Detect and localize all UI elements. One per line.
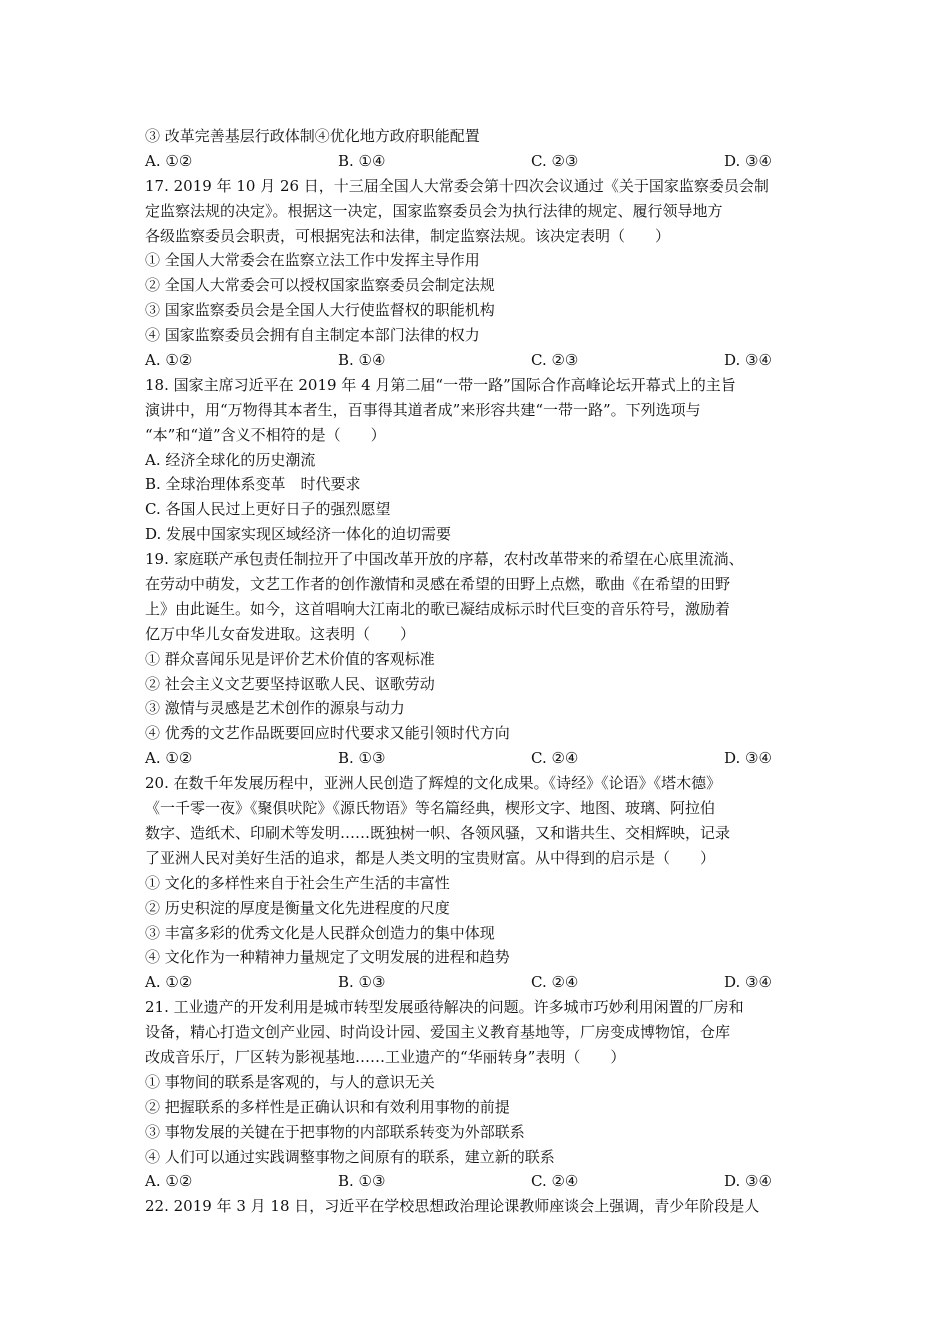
- choice-c: C. ②④: [531, 973, 579, 992]
- question-stem-line: 各级监察委员会职责，可根据宪法和法律，制定监察法规。该决定表明（ ）: [145, 226, 671, 245]
- answer-choices: [145, 1169, 815, 1194]
- statement-option: ④ 优秀的文艺作品既要回应时代要求又能引领时代方向: [145, 724, 510, 743]
- question-stem-line: 19. 家庭联产承包责任制拉开了中国改革开放的序幕，农村改革带来的希望在心底里流淌、: [145, 550, 744, 569]
- answer-choices: [145, 746, 815, 771]
- question-stem-line: 演讲中，用“万物得其本者生，百事得其道者成”来形容共建“一带一路”。下列选项与: [145, 400, 701, 419]
- choice-a: A. ①②: [145, 1172, 193, 1191]
- q16-statement-3: ③ 改革完善基层行政体制④优化地方政府职能配置: [145, 127, 480, 145]
- question-20: [145, 771, 815, 995]
- answer-option: B. 全球治理体系变革 时代要求: [145, 475, 361, 494]
- choice-d: D. ③④: [724, 1172, 772, 1191]
- question-stem-line: 设备，精心打造文创产业园、时尚设计园、爱国主义教育基地等，厂房变成博物馆，仓库: [145, 1023, 731, 1042]
- question-stem-line: 定监察法规的决定》。根据这一决定，国家监察委员会为执行法律的规定、履行领导地方: [145, 201, 723, 220]
- statement-option: ② 把握联系的多样性是正确认识和有效利用事物的前提: [145, 1097, 510, 1116]
- question-17: [145, 174, 815, 373]
- question-stem-line: 上》由此诞生。如今，这首唱响大江南北的歌已凝结成标示时代巨变的音乐符号，激励着: [145, 599, 731, 618]
- statement-option: ② 历史积淀的厚度是衡量文化先进程度的尺度: [145, 898, 450, 917]
- choice-a: A. ①②: [145, 151, 193, 170]
- statement-option: ① 文化的多样性来自于社会生产生活的丰富性: [145, 873, 450, 892]
- q16-choices: [145, 149, 815, 174]
- question-stem-line: 17. 2019 年 10 月 26 日，十三届全国人大常委会第十四次会议通过《关于国家监察委员会制: [145, 176, 769, 195]
- question-19: [145, 547, 815, 771]
- statement-option: ③ 丰富多彩的优秀文化是人民群众创造力的集中体现: [145, 923, 495, 942]
- question-stem-line: “本”和“道”含义不相符的是（ ）: [145, 425, 386, 444]
- choice-c: C. ②④: [531, 749, 579, 768]
- choice-d: D. ③④: [724, 351, 772, 370]
- answer-option: A. 经济全球化的历史潮流: [145, 450, 316, 469]
- statement-option: ④ 人们可以通过实践调整事物之间原有的联系，建立新的联系: [145, 1147, 555, 1166]
- statement-option: ④ 国家监察委员会拥有自主制定本部门法律的权力: [145, 326, 480, 345]
- choice-d: D. ③④: [724, 749, 772, 768]
- question-stem-line: 《一千零一夜》《聚俱吠陀》《源氏物语》等名篇经典，楔形文字、地图、玻璃、阿拉伯: [145, 799, 716, 818]
- choice-d: D. ③④: [724, 973, 772, 992]
- question-22: [145, 1194, 815, 1219]
- choice-b: B. ①③: [338, 973, 386, 992]
- choice-d: D. ③④: [724, 151, 772, 170]
- choice-c: C. ②③: [531, 151, 579, 170]
- question-18: [145, 373, 815, 547]
- answer-option: C. 各国人民过上更好日子的强烈愿望: [145, 500, 391, 519]
- question-stem-line: 20. 在数千年发展历程中，亚洲人民创造了辉煌的文化成果。《诗经》《论语》《塔木德》: [145, 774, 722, 793]
- choice-b: B. ①④: [338, 151, 386, 170]
- choice-a: A. ①②: [145, 351, 193, 370]
- question-stem-line: 亿万中华儿女奋发进取。这表明（ ）: [145, 624, 416, 643]
- question-stem-line: 在劳动中萌发，文艺工作者的创作激情和灵感在希望的田野上点燃，歌曲《在希望的田野: [145, 575, 731, 594]
- statement-option: ③ 激情与灵感是艺术创作的源泉与动力: [145, 699, 405, 718]
- answer-choices: [145, 970, 815, 995]
- choice-b: B. ①③: [338, 749, 386, 768]
- statement-option: ① 事物间的联系是客观的，与人的意识无关: [145, 1072, 435, 1091]
- question-stem-line: 了亚洲人民对美好生活的追求，都是人类文明的宝贵财富。从中得到的启示是（ ）: [145, 848, 716, 867]
- question-stem-line: 21. 工业遗产的开发利用是城市转型发展亟待解决的问题。许多城市巧妙利用闲置的厂房和: [145, 998, 744, 1017]
- question-stem-line: 18. 国家主席习近平在 2019 年 4 月第二届“一带一路”国际合作高峰论坛开幕式上的主旨: [145, 375, 736, 394]
- choice-a: A. ①②: [145, 973, 193, 992]
- statement-option: ③ 国家监察委员会是全国人大行使监督权的职能机构: [145, 301, 495, 320]
- statement-option: ④ 文化作为一种精神力量规定了文明发展的进程和趋势: [145, 948, 510, 967]
- question-stem-line: 数字、造纸术、印刷术等发明……既独树一帜、各领风骚，又和谐共生、交相辉映，记录: [145, 823, 731, 842]
- statement-option: ① 全国人大常委会在监察立法工作中发挥主导作用: [145, 251, 480, 270]
- statement-option: ① 群众喜闻乐见是评价艺术价值的客观标准: [145, 649, 435, 668]
- statement-option: ③ 事物发展的关键在于把事物的内部联系转变为外部联系: [145, 1122, 525, 1141]
- answer-choices: [145, 348, 815, 373]
- choice-a: A. ①②: [145, 749, 193, 768]
- question-stem-line: 22. 2019 年 3 月 18 日，习近平在学校思想政治理论课教师座谈会上强调，青少年阶段是人: [145, 1197, 760, 1216]
- statement-option: ② 全国人大常委会可以授权国家监察委员会制定法规: [145, 276, 495, 295]
- answer-option: D. 发展中国家实现区域经济一体化的迫切需要: [145, 525, 452, 544]
- statement-option: ② 社会主义文艺要坚持讴歌人民、讴歌劳动: [145, 674, 435, 693]
- choice-c: C. ②④: [531, 1172, 579, 1191]
- exam-page: [145, 124, 815, 1219]
- question-21: [145, 995, 815, 1194]
- choice-c: C. ②③: [531, 351, 579, 370]
- choice-b: B. ①④: [338, 351, 386, 370]
- question-stem-line: 改成音乐厅，厂区转为影视基地……工业遗产的“华丽转身”表明（ ）: [145, 1047, 626, 1066]
- choice-b: B. ①③: [338, 1172, 386, 1191]
